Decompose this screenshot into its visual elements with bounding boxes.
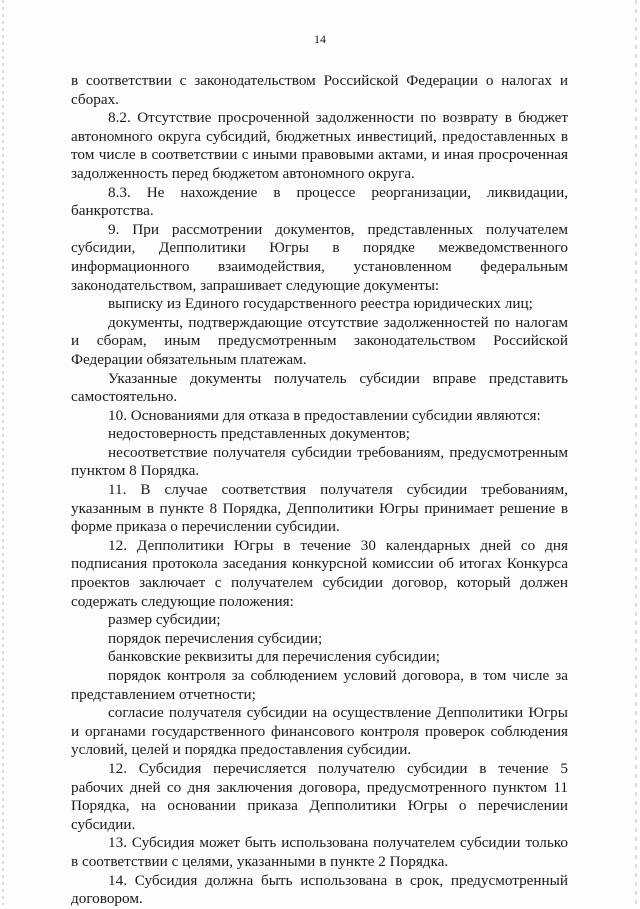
paragraph-12-item-2: порядок перечисления субсидии;	[108, 629, 323, 647]
paragraph-9-item-1: выписку из Единого государственного реестра юридических лиц;	[108, 295, 533, 313]
scan-edge-left	[2, 0, 4, 905]
paragraph-8-3: 8.3. Не нахождение в процессе реорганизации, ликвидации, банкротства.	[71, 183, 568, 220]
paragraph-9-note: Указанные документы получатель субсидии вправе представить самостоятельно.	[71, 369, 568, 406]
paragraph-12-item-5: согласие получателя субсидии на осуществление Депполитики Югры и органами государственного финансового контроля проверок соблюдения условий, целей и порядка предоставления субсидии.	[71, 704, 568, 759]
paragraph-8-2: 8.2. Отсутствие просроченной задолженности по возврату в бюджет автономного округа субсидий, бюджетных инвестиций, предоставленных в том числе в соответствии с иными правовыми актами, и иная просроченная задолженность перед бюджетом автономного округа.	[71, 109, 568, 182]
page-number: 14	[314, 32, 326, 46]
paragraph-10: 10. Основаниями для отказа в предоставлении субсидии являются:	[108, 406, 541, 424]
paragraph-12-item-3: банковские реквизиты для перечисления субсидии;	[108, 648, 440, 666]
document-body	[71, 72, 568, 909]
paragraph-10-item-1: недостоверность представленных документов;	[108, 425, 410, 443]
paragraph-12-item-4: порядок контроля за соблюдением условий договора, в том числе за представлением отчетности;	[71, 667, 568, 703]
paragraph-11: 11. В случае соответствия получателя субсидии требованиям, указанным в пункте 8 Порядка, Депполитики Югры принимает решение в форме приказа о перечислении субсидии.	[71, 481, 568, 536]
paragraph-9-item-2: документы, подтверждающие отсутствие задолженностей по налогам и сборам, иным предусмотренным законодательством Российской Федерации обязательным платежам.	[71, 313, 568, 368]
paragraph-12-item-1: размер субсидии;	[108, 611, 221, 629]
paragraph-12: 12. Депполитики Югры в течение 30 календарных дней со дня подписания протокола заседания конкурсной комиссии об итогах Конкурса проектов заключает с получателем субсидии договор, который должен содержать следующие положения:	[71, 536, 568, 610]
paragraph-10-item-2: несоответствие получателя субсидии требованиям, предусмотренным пунктом 8 Порядка.	[71, 443, 568, 480]
paragraph-12-second: 12. Субсидия перечисляется получателю субсидии в течение 5 рабочих дней со дня заключения договора, предусмотренного пунктом 11 Порядка, на основании приказа Депполитики Югры о перечислении субсидии.	[71, 759, 568, 833]
paragraph-9: 9. При рассмотрении документов, представленных получателем субсидии, Депполитики Югры в порядке межведомственного информационного взаимодействия, установленном федеральным законодательством, запрашивает следующие документы:	[71, 220, 568, 294]
paragraph-14: 14. Субсидия должна быть использована в срок, предусмотренный договором.	[71, 871, 568, 908]
scan-edge-right	[635, 0, 637, 905]
paragraph-continuation: в соответствии с законодательством Российской Федерации о налогах и сборах.	[71, 72, 568, 108]
paragraph-13: 13. Субсидия может быть использована получателем субсидии только в соответствии с целями, указанными в пункте 2 Порядка.	[71, 834, 568, 870]
